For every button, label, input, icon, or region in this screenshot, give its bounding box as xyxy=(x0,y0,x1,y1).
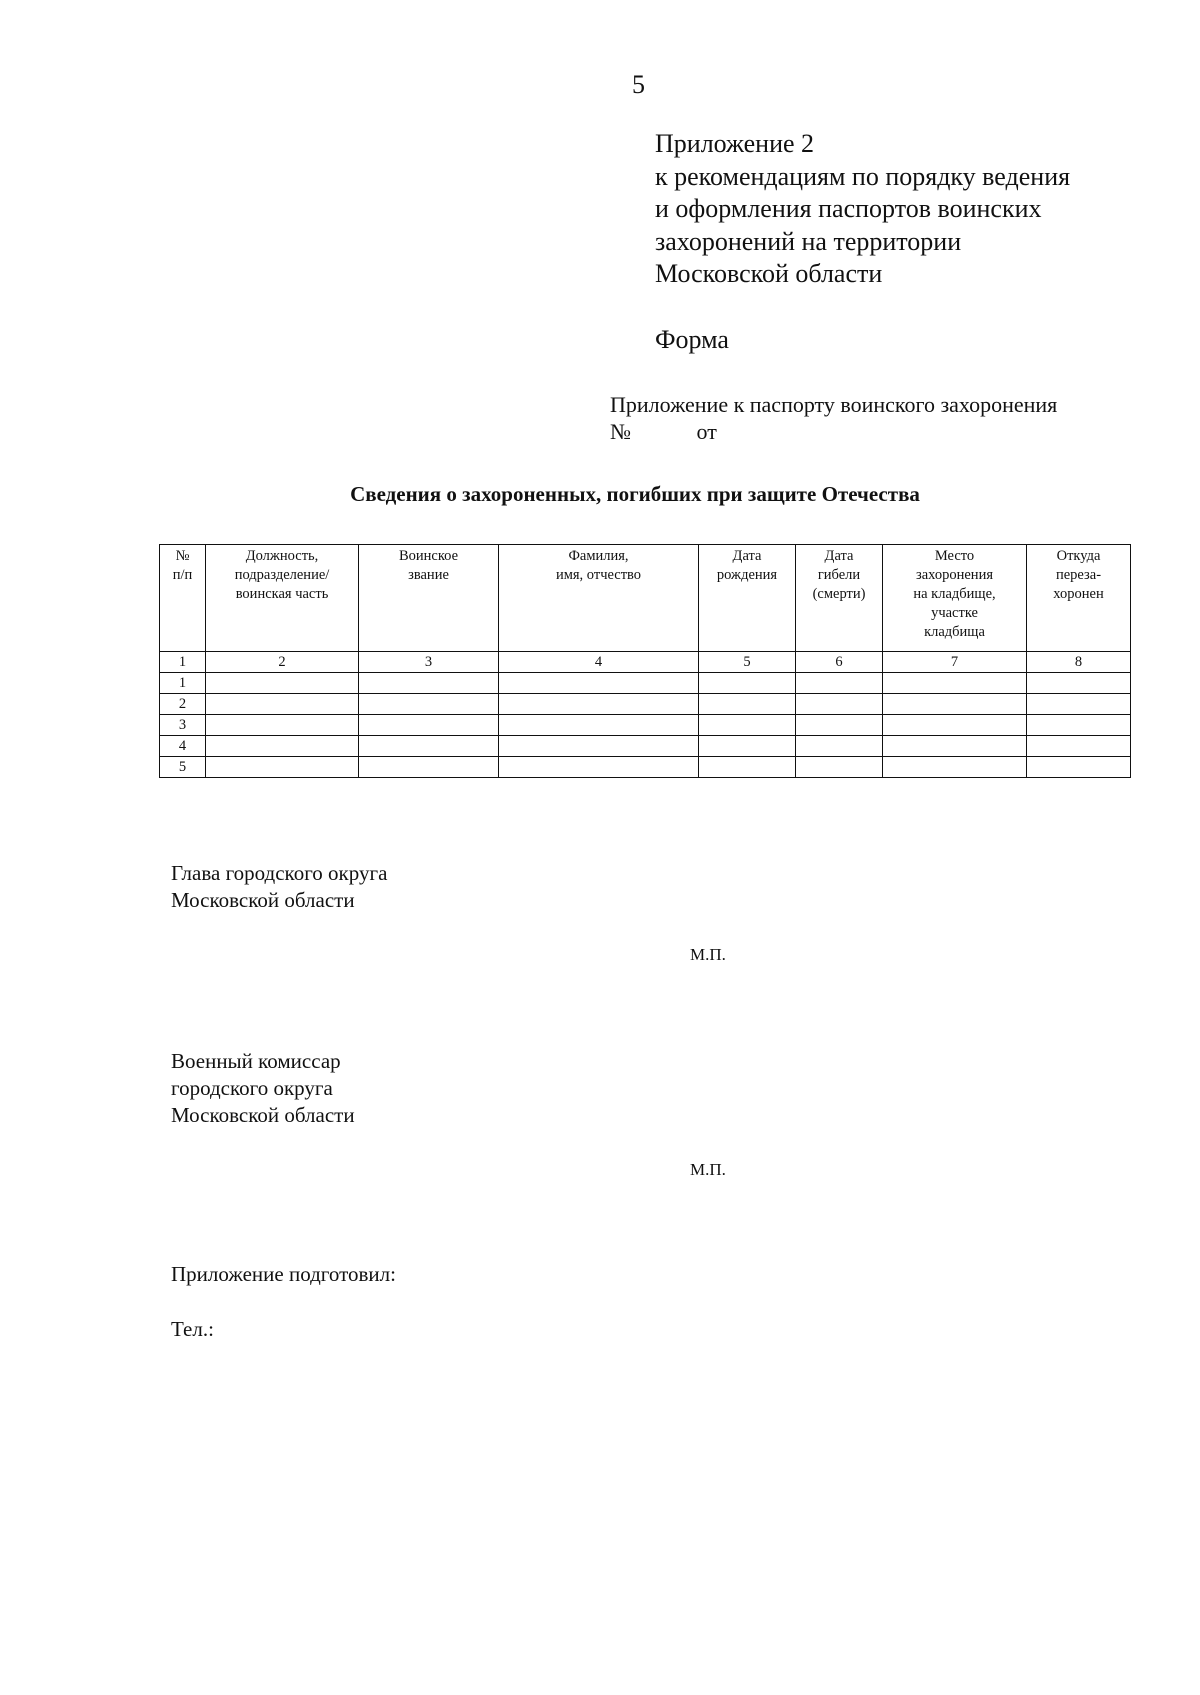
empty-cell xyxy=(796,673,883,694)
appendix-line: к рекомендациям по порядку ведения xyxy=(655,161,1071,191)
appendix-line: и оформления паспортов воинских xyxy=(655,194,1042,223)
empty-cell xyxy=(699,694,796,715)
empty-cell xyxy=(206,715,359,736)
appendix-line: Московской области xyxy=(655,259,883,288)
empty-cell xyxy=(499,736,699,757)
column-number: 2 xyxy=(206,652,359,673)
head-signature-title xyxy=(171,860,387,914)
column-number: 5 xyxy=(699,652,796,673)
table-row xyxy=(160,736,1131,757)
table-row xyxy=(160,757,1131,778)
number-sign: № xyxy=(610,419,631,444)
empty-cell xyxy=(359,673,499,694)
header-cell-number: № п/п xyxy=(160,545,206,652)
empty-cell xyxy=(1027,736,1131,757)
row-number: 4 xyxy=(160,736,206,757)
signature-line: Глава городского округа xyxy=(171,861,388,885)
empty-cell xyxy=(359,715,499,736)
header-cell-full-name: Фамилия, имя, отчество xyxy=(499,545,699,652)
from-word: от xyxy=(696,419,717,444)
empty-cell xyxy=(883,673,1027,694)
table-row xyxy=(160,673,1131,694)
phone-label: Тел.: xyxy=(171,1317,214,1341)
burial-table xyxy=(159,544,1131,778)
row-number: 3 xyxy=(160,715,206,736)
header-cell-rank: Воинское звание xyxy=(359,545,499,652)
column-number: 7 xyxy=(883,652,1027,673)
signature-line: Московской области xyxy=(171,1103,355,1127)
empty-cell xyxy=(206,757,359,778)
empty-cell xyxy=(206,673,359,694)
header-cell-reburied-from: Откуда переза- хоронен xyxy=(1027,545,1131,652)
empty-cell xyxy=(883,694,1027,715)
column-number: 3 xyxy=(359,652,499,673)
passport-ref-line: Приложение к паспорту воинского захоронения xyxy=(610,392,1058,417)
empty-cell xyxy=(499,715,699,736)
form-label: Форма xyxy=(655,325,729,354)
appendix-line: Приложение 2 xyxy=(655,129,815,158)
empty-cell xyxy=(359,757,499,778)
empty-cell xyxy=(499,673,699,694)
column-number: 6 xyxy=(796,652,883,673)
column-number: 1 xyxy=(160,652,206,673)
header-cell-death-date: Дата гибели (смерти) xyxy=(796,545,883,652)
seal-place-mark: М.П. xyxy=(690,945,726,964)
empty-cell xyxy=(883,757,1027,778)
row-number: 1 xyxy=(160,673,206,694)
empty-cell xyxy=(206,694,359,715)
seal-place-mark: М.П. xyxy=(690,1160,726,1179)
military-commissar-title xyxy=(171,1048,355,1129)
table-row xyxy=(160,694,1131,715)
empty-cell xyxy=(699,673,796,694)
header-cell-birth-date: Дата рождения xyxy=(699,545,796,652)
row-number: 5 xyxy=(160,757,206,778)
column-number-row xyxy=(160,652,1131,673)
appendix-line: захоронений на территории xyxy=(655,226,962,256)
signature-line: Военный комиссар xyxy=(171,1049,341,1073)
empty-cell xyxy=(796,694,883,715)
header-cell-burial-place: Место захоронения на кладбище, участке кладбища xyxy=(883,545,1027,652)
prepared-by-label: Приложение подготовил: xyxy=(171,1262,396,1286)
empty-cell xyxy=(699,757,796,778)
empty-cell xyxy=(359,736,499,757)
signature-line: городского округа xyxy=(171,1076,333,1100)
passport-reference xyxy=(610,391,1057,445)
page-number: 5 xyxy=(632,70,645,99)
table-title: Сведения о захороненных, погибших при защите Отечества xyxy=(350,482,920,506)
empty-cell xyxy=(1027,673,1131,694)
empty-cell xyxy=(699,736,796,757)
empty-cell xyxy=(796,736,883,757)
column-number: 4 xyxy=(499,652,699,673)
empty-cell xyxy=(796,757,883,778)
signature-line: Московской области xyxy=(171,888,355,912)
empty-cell xyxy=(699,715,796,736)
empty-cell xyxy=(796,715,883,736)
empty-cell xyxy=(883,715,1027,736)
header-cell-position: Должность, подразделение/ воинская часть xyxy=(206,545,359,652)
empty-cell xyxy=(1027,715,1131,736)
appendix-heading xyxy=(655,128,1070,291)
table-row xyxy=(160,715,1131,736)
empty-cell xyxy=(883,736,1027,757)
empty-cell xyxy=(206,736,359,757)
empty-cell xyxy=(499,694,699,715)
passport-number-line xyxy=(610,418,1057,445)
empty-cell xyxy=(1027,757,1131,778)
column-number: 8 xyxy=(1027,652,1131,673)
empty-cell xyxy=(1027,694,1131,715)
empty-cell xyxy=(359,694,499,715)
header-row xyxy=(160,545,1131,652)
row-number: 2 xyxy=(160,694,206,715)
empty-cell xyxy=(499,757,699,778)
